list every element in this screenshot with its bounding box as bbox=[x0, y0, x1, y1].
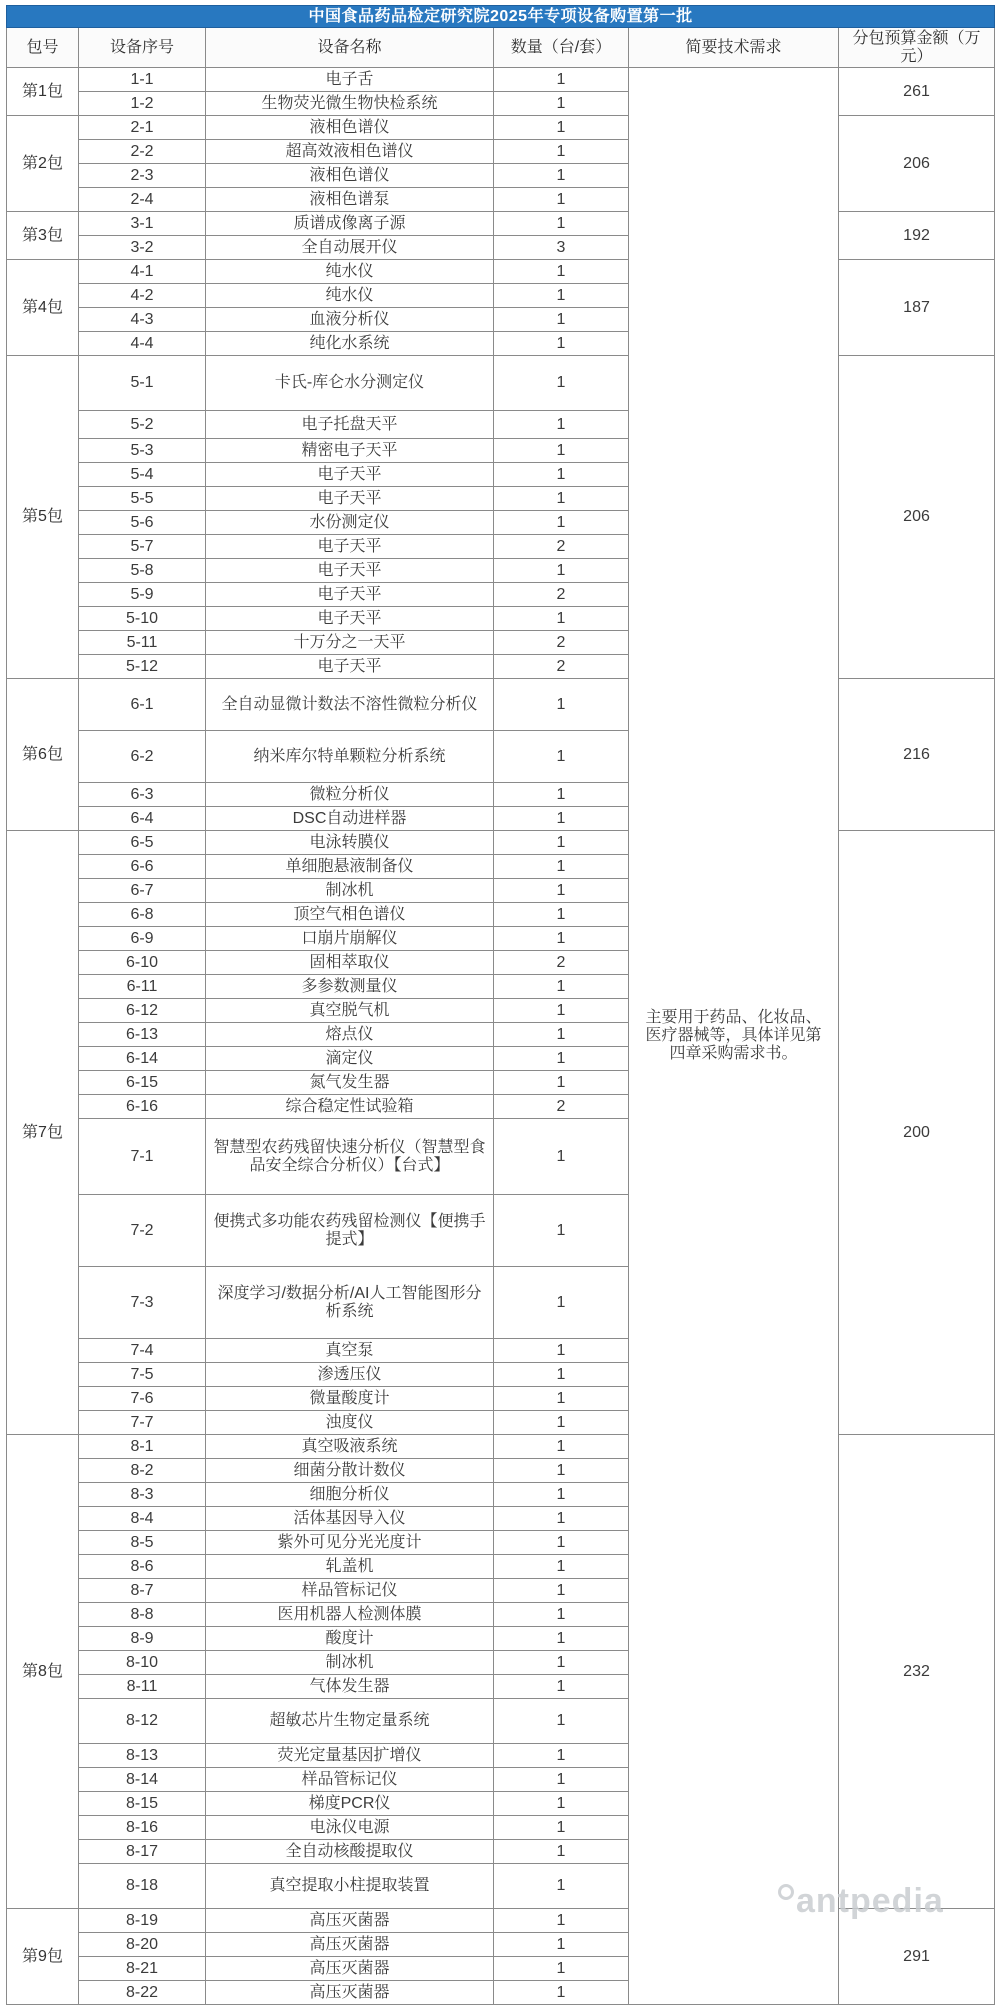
page-title: 中国食品药品检定研究院2025年专项设备购置第一批 bbox=[7, 6, 995, 28]
device-name-cell: 微量酸度计 bbox=[206, 1387, 494, 1411]
quantity-cell: 1 bbox=[494, 1603, 629, 1627]
serial-cell: 8-13 bbox=[79, 1744, 206, 1768]
quantity-cell: 1 bbox=[494, 731, 629, 783]
device-name-cell: 纳米库尔特单颗粒分析系统 bbox=[206, 731, 494, 783]
budget-cell: 200 bbox=[839, 831, 995, 1435]
device-name-cell: 真空提取小柱提取装置 bbox=[206, 1864, 494, 1909]
column-header-device-name: 设备名称 bbox=[206, 28, 494, 68]
quantity-cell: 1 bbox=[494, 356, 629, 411]
serial-cell: 6-12 bbox=[79, 999, 206, 1023]
device-name-cell: 医用机器人检测体膜 bbox=[206, 1603, 494, 1627]
device-name-cell: 全自动显微计数法不溶性微粒分析仪 bbox=[206, 679, 494, 731]
serial-cell: 3-2 bbox=[79, 236, 206, 260]
budget-cell: 192 bbox=[839, 212, 995, 260]
device-name-cell: 真空吸液系统 bbox=[206, 1435, 494, 1459]
device-name-cell: 电子天平 bbox=[206, 535, 494, 559]
quantity-cell: 1 bbox=[494, 1435, 629, 1459]
serial-cell: 4-1 bbox=[79, 260, 206, 284]
quantity-cell: 1 bbox=[494, 308, 629, 332]
serial-cell: 5-7 bbox=[79, 535, 206, 559]
device-name-cell: 电子天平 bbox=[206, 655, 494, 679]
device-name-cell: 真空泵 bbox=[206, 1339, 494, 1363]
serial-cell: 4-3 bbox=[79, 308, 206, 332]
serial-cell: 7-4 bbox=[79, 1339, 206, 1363]
quantity-cell: 2 bbox=[494, 951, 629, 975]
device-name-cell: 电子天平 bbox=[206, 463, 494, 487]
tech-requirement-cell: 主要用于药品、化妆品、医疗器械等，具体详见第四章采购需求书。 bbox=[629, 68, 839, 2005]
serial-cell: 8-5 bbox=[79, 1531, 206, 1555]
table-row bbox=[7, 831, 995, 855]
device-name-cell: 顶空气相色谱仪 bbox=[206, 903, 494, 927]
serial-cell: 6-10 bbox=[79, 951, 206, 975]
quantity-cell: 1 bbox=[494, 212, 629, 236]
quantity-cell: 1 bbox=[494, 164, 629, 188]
device-name-cell: 全自动展开仪 bbox=[206, 236, 494, 260]
serial-cell: 6-16 bbox=[79, 1095, 206, 1119]
device-name-cell: 熔点仪 bbox=[206, 1023, 494, 1047]
serial-cell: 6-15 bbox=[79, 1071, 206, 1095]
table-row bbox=[7, 68, 995, 92]
device-name-cell: 智慧型农药残留快速分析仪（智慧型食品安全综合分析仪）【台式】 bbox=[206, 1119, 494, 1195]
column-header-package: 包号 bbox=[7, 28, 79, 68]
quantity-cell: 1 bbox=[494, 1675, 629, 1699]
budget-cell: 261 bbox=[839, 68, 995, 116]
device-name-cell: 电泳转膜仪 bbox=[206, 831, 494, 855]
table-row bbox=[7, 6, 995, 28]
budget-cell: 232 bbox=[839, 1435, 995, 1909]
serial-cell: 5-5 bbox=[79, 487, 206, 511]
package-name-cell: 第6包 bbox=[7, 679, 79, 831]
quantity-cell: 1 bbox=[494, 411, 629, 439]
serial-cell: 8-21 bbox=[79, 1957, 206, 1981]
serial-cell: 5-11 bbox=[79, 631, 206, 655]
quantity-cell: 1 bbox=[494, 1981, 629, 2005]
serial-cell: 8-1 bbox=[79, 1435, 206, 1459]
package-name-cell: 第2包 bbox=[7, 116, 79, 212]
quantity-cell: 1 bbox=[494, 1195, 629, 1267]
serial-cell: 6-9 bbox=[79, 927, 206, 951]
package-name-cell: 第1包 bbox=[7, 68, 79, 116]
device-name-cell: 滴定仪 bbox=[206, 1047, 494, 1071]
procurement-table-wrapper bbox=[6, 5, 994, 2005]
device-name-cell: 质谱成像离子源 bbox=[206, 212, 494, 236]
serial-cell: 7-3 bbox=[79, 1267, 206, 1339]
quantity-cell: 1 bbox=[494, 999, 629, 1023]
serial-cell: 6-14 bbox=[79, 1047, 206, 1071]
serial-cell: 2-2 bbox=[79, 140, 206, 164]
device-name-cell: 纯水仪 bbox=[206, 284, 494, 308]
table-row bbox=[7, 260, 995, 284]
serial-cell: 8-10 bbox=[79, 1651, 206, 1675]
device-name-cell: 单细胞悬液制备仪 bbox=[206, 855, 494, 879]
quantity-cell: 1 bbox=[494, 332, 629, 356]
budget-cell: 206 bbox=[839, 116, 995, 212]
quantity-cell: 1 bbox=[494, 68, 629, 92]
serial-cell: 8-14 bbox=[79, 1768, 206, 1792]
table-row bbox=[7, 212, 995, 236]
quantity-cell: 1 bbox=[494, 1651, 629, 1675]
device-name-cell: 轧盖机 bbox=[206, 1555, 494, 1579]
device-name-cell: 综合稳定性试验箱 bbox=[206, 1095, 494, 1119]
device-name-cell: 多参数测量仪 bbox=[206, 975, 494, 999]
quantity-cell: 1 bbox=[494, 1119, 629, 1195]
device-name-cell: 微粒分析仪 bbox=[206, 783, 494, 807]
device-name-cell: 超高效液相色谱仪 bbox=[206, 140, 494, 164]
quantity-cell: 1 bbox=[494, 783, 629, 807]
serial-cell: 2-4 bbox=[79, 188, 206, 212]
package-name-cell: 第9包 bbox=[7, 1909, 79, 2005]
serial-cell: 5-9 bbox=[79, 583, 206, 607]
quantity-cell: 1 bbox=[494, 1627, 629, 1651]
serial-cell: 8-4 bbox=[79, 1507, 206, 1531]
device-name-cell: 液相色谱仪 bbox=[206, 164, 494, 188]
serial-cell: 8-7 bbox=[79, 1579, 206, 1603]
device-name-cell: 样品管标记仪 bbox=[206, 1768, 494, 1792]
quantity-cell: 1 bbox=[494, 1023, 629, 1047]
device-name-cell: 水份测定仪 bbox=[206, 511, 494, 535]
quantity-cell: 1 bbox=[494, 1267, 629, 1339]
serial-cell: 7-7 bbox=[79, 1411, 206, 1435]
serial-cell: 8-16 bbox=[79, 1816, 206, 1840]
quantity-cell: 1 bbox=[494, 1459, 629, 1483]
device-name-cell: 电泳仪电源 bbox=[206, 1816, 494, 1840]
serial-cell: 5-10 bbox=[79, 607, 206, 631]
device-name-cell: 全自动核酸提取仪 bbox=[206, 1840, 494, 1864]
device-name-cell: 电子托盘天平 bbox=[206, 411, 494, 439]
quantity-cell: 1 bbox=[494, 1864, 629, 1909]
watermark-text: antpedia bbox=[796, 1882, 944, 1920]
quantity-cell: 1 bbox=[494, 1909, 629, 1933]
budget-cell: 291 bbox=[839, 1909, 995, 2005]
device-name-cell: 梯度PCR仪 bbox=[206, 1792, 494, 1816]
device-name-cell: 样品管标记仪 bbox=[206, 1579, 494, 1603]
serial-cell: 6-8 bbox=[79, 903, 206, 927]
quantity-cell: 1 bbox=[494, 903, 629, 927]
device-name-cell: 纯水仪 bbox=[206, 260, 494, 284]
serial-cell: 7-2 bbox=[79, 1195, 206, 1267]
quantity-cell: 2 bbox=[494, 1095, 629, 1119]
quantity-cell: 1 bbox=[494, 511, 629, 535]
device-name-cell: 电子天平 bbox=[206, 607, 494, 631]
budget-cell: 216 bbox=[839, 679, 995, 831]
serial-cell: 6-1 bbox=[79, 679, 206, 731]
quantity-cell: 1 bbox=[494, 1507, 629, 1531]
serial-cell: 6-7 bbox=[79, 879, 206, 903]
serial-cell: 1-1 bbox=[79, 68, 206, 92]
quantity-cell: 1 bbox=[494, 1339, 629, 1363]
serial-cell: 5-2 bbox=[79, 411, 206, 439]
quantity-cell: 1 bbox=[494, 1816, 629, 1840]
device-name-cell: 荧光定量基因扩增仪 bbox=[206, 1744, 494, 1768]
serial-cell: 8-8 bbox=[79, 1603, 206, 1627]
quantity-cell: 1 bbox=[494, 92, 629, 116]
quantity-cell: 1 bbox=[494, 1840, 629, 1864]
quantity-cell: 1 bbox=[494, 1483, 629, 1507]
column-header-quantity: 数量（台/套） bbox=[494, 28, 629, 68]
serial-cell: 8-19 bbox=[79, 1909, 206, 1933]
serial-cell: 8-12 bbox=[79, 1699, 206, 1744]
device-name-cell: 气体发生器 bbox=[206, 1675, 494, 1699]
device-name-cell: 细菌分散计数仪 bbox=[206, 1459, 494, 1483]
device-name-cell: 便携式多功能农药残留检测仪【便携手提式】 bbox=[206, 1195, 494, 1267]
device-name-cell: 高压灭菌器 bbox=[206, 1909, 494, 1933]
equipment-table bbox=[6, 5, 995, 2005]
quantity-cell: 1 bbox=[494, 140, 629, 164]
device-name-cell: 氮气发生器 bbox=[206, 1071, 494, 1095]
device-name-cell: 浊度仪 bbox=[206, 1411, 494, 1435]
serial-cell: 6-2 bbox=[79, 731, 206, 783]
table-row bbox=[7, 1435, 995, 1459]
quantity-cell: 1 bbox=[494, 1387, 629, 1411]
serial-cell: 5-8 bbox=[79, 559, 206, 583]
quantity-cell: 1 bbox=[494, 116, 629, 140]
serial-cell: 4-4 bbox=[79, 332, 206, 356]
table-row bbox=[7, 28, 995, 68]
quantity-cell: 1 bbox=[494, 1411, 629, 1435]
quantity-cell: 1 bbox=[494, 487, 629, 511]
serial-cell: 7-1 bbox=[79, 1119, 206, 1195]
serial-cell: 2-3 bbox=[79, 164, 206, 188]
serial-cell: 1-2 bbox=[79, 92, 206, 116]
device-name-cell: 深度学习/数据分析/AI人工智能图形分析系统 bbox=[206, 1267, 494, 1339]
quantity-cell: 1 bbox=[494, 1792, 629, 1816]
serial-cell: 6-5 bbox=[79, 831, 206, 855]
column-header-budget: 分包预算金额（万元） bbox=[839, 28, 995, 68]
quantity-cell: 1 bbox=[494, 679, 629, 731]
serial-cell: 5-6 bbox=[79, 511, 206, 535]
quantity-cell: 1 bbox=[494, 1768, 629, 1792]
device-name-cell: 制冰机 bbox=[206, 879, 494, 903]
quantity-cell: 3 bbox=[494, 236, 629, 260]
device-name-cell: 高压灭菌器 bbox=[206, 1933, 494, 1957]
quantity-cell: 1 bbox=[494, 975, 629, 999]
table-row bbox=[7, 679, 995, 731]
quantity-cell: 1 bbox=[494, 559, 629, 583]
device-name-cell: 电子天平 bbox=[206, 559, 494, 583]
quantity-cell: 1 bbox=[494, 1047, 629, 1071]
device-name-cell: 超敏芯片生物定量系统 bbox=[206, 1699, 494, 1744]
quantity-cell: 1 bbox=[494, 1579, 629, 1603]
quantity-cell: 1 bbox=[494, 1744, 629, 1768]
serial-cell: 8-15 bbox=[79, 1792, 206, 1816]
serial-cell: 6-6 bbox=[79, 855, 206, 879]
quantity-cell: 1 bbox=[494, 831, 629, 855]
package-name-cell: 第4包 bbox=[7, 260, 79, 356]
device-name-cell: 紫外可见分光光度计 bbox=[206, 1531, 494, 1555]
quantity-cell: 1 bbox=[494, 927, 629, 951]
serial-cell: 8-9 bbox=[79, 1627, 206, 1651]
quantity-cell: 1 bbox=[494, 463, 629, 487]
column-header-serial: 设备序号 bbox=[79, 28, 206, 68]
serial-cell: 4-2 bbox=[79, 284, 206, 308]
device-name-cell: 渗透压仪 bbox=[206, 1363, 494, 1387]
quantity-cell: 2 bbox=[494, 655, 629, 679]
serial-cell: 8-22 bbox=[79, 1981, 206, 2005]
table-row bbox=[7, 1909, 995, 1933]
quantity-cell: 1 bbox=[494, 1531, 629, 1555]
serial-cell: 5-4 bbox=[79, 463, 206, 487]
quantity-cell: 2 bbox=[494, 631, 629, 655]
device-name-cell: 液相色谱仪 bbox=[206, 116, 494, 140]
quantity-cell: 2 bbox=[494, 583, 629, 607]
quantity-cell: 1 bbox=[494, 260, 629, 284]
serial-cell: 8-2 bbox=[79, 1459, 206, 1483]
serial-cell: 6-11 bbox=[79, 975, 206, 999]
column-header-tech-requirement: 简要技术需求 bbox=[629, 28, 839, 68]
serial-cell: 5-3 bbox=[79, 439, 206, 463]
device-name-cell: 固相萃取仪 bbox=[206, 951, 494, 975]
quantity-cell: 1 bbox=[494, 439, 629, 463]
device-name-cell: 精密电子天平 bbox=[206, 439, 494, 463]
serial-cell: 8-11 bbox=[79, 1675, 206, 1699]
device-name-cell: 真空脱气机 bbox=[206, 999, 494, 1023]
serial-cell: 2-1 bbox=[79, 116, 206, 140]
quantity-cell: 1 bbox=[494, 607, 629, 631]
package-name-cell: 第3包 bbox=[7, 212, 79, 260]
package-name-cell: 第5包 bbox=[7, 356, 79, 679]
budget-cell: 206 bbox=[839, 356, 995, 679]
serial-cell: 8-3 bbox=[79, 1483, 206, 1507]
serial-cell: 7-5 bbox=[79, 1363, 206, 1387]
quantity-cell: 2 bbox=[494, 535, 629, 559]
device-name-cell: 活体基因导入仪 bbox=[206, 1507, 494, 1531]
device-name-cell: DSC自动进样器 bbox=[206, 807, 494, 831]
equipment-table-body bbox=[7, 68, 995, 2005]
device-name-cell: 卡氏-库仑水分测定仪 bbox=[206, 356, 494, 411]
device-name-cell: 高压灭菌器 bbox=[206, 1981, 494, 2005]
serial-cell: 8-18 bbox=[79, 1864, 206, 1909]
serial-cell: 6-4 bbox=[79, 807, 206, 831]
device-name-cell: 酸度计 bbox=[206, 1627, 494, 1651]
quantity-cell: 1 bbox=[494, 1555, 629, 1579]
serial-cell: 8-20 bbox=[79, 1933, 206, 1957]
device-name-cell: 液相色谱泵 bbox=[206, 188, 494, 212]
device-name-cell: 纯化水系统 bbox=[206, 332, 494, 356]
device-name-cell: 口崩片崩解仪 bbox=[206, 927, 494, 951]
quantity-cell: 1 bbox=[494, 807, 629, 831]
quantity-cell: 1 bbox=[494, 1363, 629, 1387]
quantity-cell: 1 bbox=[494, 1699, 629, 1744]
serial-cell: 8-6 bbox=[79, 1555, 206, 1579]
quantity-cell: 1 bbox=[494, 855, 629, 879]
serial-cell: 6-3 bbox=[79, 783, 206, 807]
package-name-cell: 第7包 bbox=[7, 831, 79, 1435]
device-name-cell: 电子天平 bbox=[206, 487, 494, 511]
device-name-cell: 血液分析仪 bbox=[206, 308, 494, 332]
serial-cell: 7-6 bbox=[79, 1387, 206, 1411]
table-row bbox=[7, 356, 995, 411]
serial-cell: 6-13 bbox=[79, 1023, 206, 1047]
device-name-cell: 十万分之一天平 bbox=[206, 631, 494, 655]
serial-cell: 5-12 bbox=[79, 655, 206, 679]
budget-cell: 187 bbox=[839, 260, 995, 356]
device-name-cell: 电子舌 bbox=[206, 68, 494, 92]
quantity-cell: 1 bbox=[494, 1957, 629, 1981]
quantity-cell: 1 bbox=[494, 1071, 629, 1095]
device-name-cell: 高压灭菌器 bbox=[206, 1957, 494, 1981]
quantity-cell: 1 bbox=[494, 879, 629, 903]
quantity-cell: 1 bbox=[494, 284, 629, 308]
serial-cell: 5-1 bbox=[79, 356, 206, 411]
quantity-cell: 1 bbox=[494, 1933, 629, 1957]
quantity-cell: 1 bbox=[494, 188, 629, 212]
device-name-cell: 细胞分析仪 bbox=[206, 1483, 494, 1507]
serial-cell: 3-1 bbox=[79, 212, 206, 236]
device-name-cell: 电子天平 bbox=[206, 583, 494, 607]
device-name-cell: 制冰机 bbox=[206, 1651, 494, 1675]
table-row bbox=[7, 116, 995, 140]
package-name-cell: 第8包 bbox=[7, 1435, 79, 1909]
device-name-cell: 生物荧光微生物快检系统 bbox=[206, 92, 494, 116]
serial-cell: 8-17 bbox=[79, 1840, 206, 1864]
